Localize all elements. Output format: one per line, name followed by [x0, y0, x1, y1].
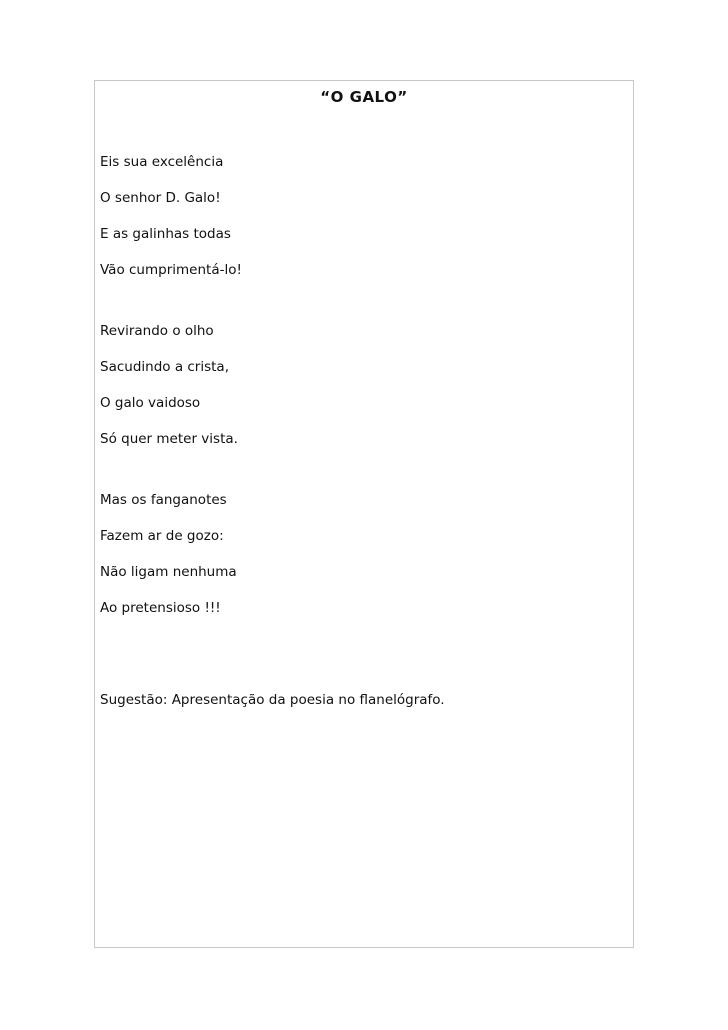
poem-line: E as galinhas todas	[100, 226, 231, 242]
poem-line: Sacudindo a crista,	[100, 359, 229, 375]
poem-line: Eis sua excelência	[100, 154, 224, 170]
poem-title: “O GALO”	[320, 88, 408, 106]
poem-line: Não ligam nenhuma	[100, 564, 237, 580]
poem-line: Revirando o olho	[100, 323, 214, 339]
poem-line: Mas os fanganotes	[100, 492, 227, 508]
poem-line: O senhor D. Galo!	[100, 190, 221, 206]
page-border	[94, 80, 634, 948]
poem-line: Vão cumprimentá-lo!	[100, 262, 242, 278]
poem-line: Fazem ar de gozo:	[100, 528, 224, 544]
poem-line: Só quer meter vista.	[100, 431, 238, 447]
poem-line: O galo vaidoso	[100, 395, 201, 411]
suggestion-text: Sugestão: Apresentação da poesia no flanelógrafo.	[100, 692, 445, 708]
poem-line: Ao pretensioso !!!	[100, 600, 221, 616]
